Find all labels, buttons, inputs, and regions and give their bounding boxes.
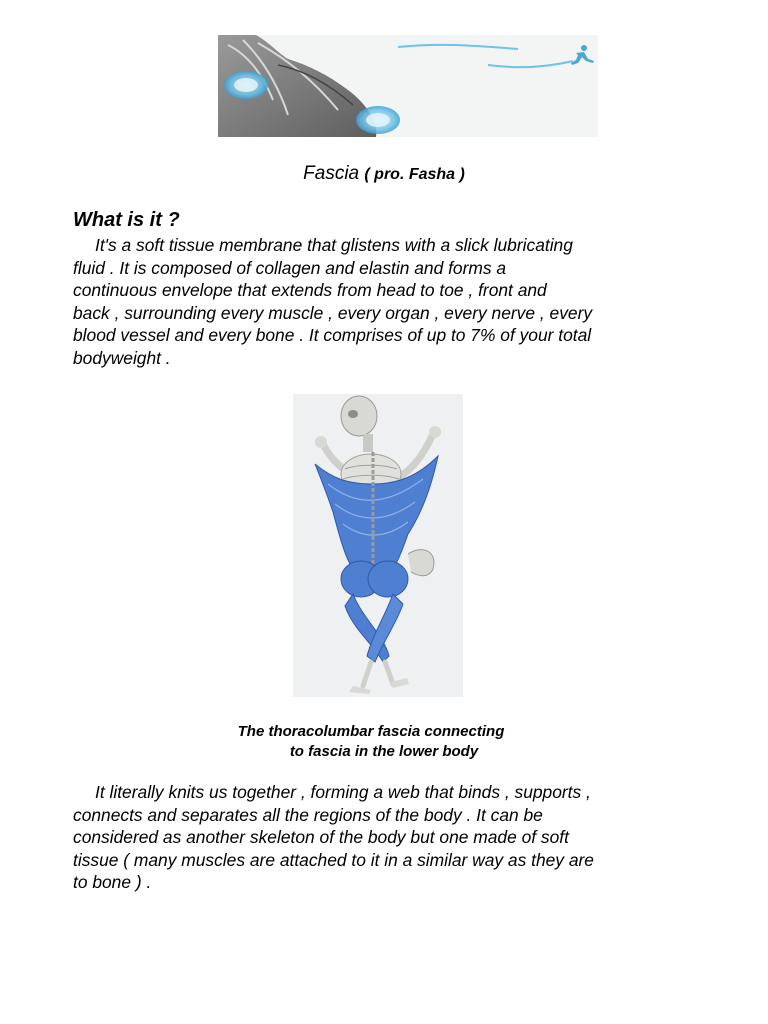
header-banner-image [218,35,598,137]
title-main: Fascia [303,163,360,184]
paragraph-line: considered as another skeleton of the body but one made of soft [73,827,569,848]
paragraph-line: fluid . It is composed of collagen and elastin and forms a [73,257,507,278]
paragraph-line: tissue ( many muscles are attached to it in a similar way as they are [73,849,594,870]
paragraph-line: connects and separates all the regions of the body . It can be [73,804,543,825]
paragraph-line: to bone ) . [73,872,152,893]
paragraph-line: bodyweight . [73,347,171,368]
definition-paragraph [73,234,713,370]
caption-line: The thoracolumbar fascia connecting [237,723,505,740]
shoulder-anatomy-illustration [218,35,598,137]
caption-line: to fascia in the lower body [289,743,479,760]
figure-caption [0,722,768,762]
paragraph-line: blood vessel and every bone . It comprises of up to 7% of your total [73,325,592,346]
paragraph-line: back , surrounding every muscle , every organ , every nerve , every [73,302,593,323]
section-heading: What is it ? [73,209,180,231]
title-pronunciation: ( pro. Fasha ) [364,166,465,183]
description-paragraph [73,781,713,894]
paragraph-line: It's a soft tissue membrane that glistens with a slick lubricating [95,235,573,255]
paragraph-line: continuous envelope that extends from head to toe , front and [73,280,547,301]
paragraph-line: It literally knits us together , forming a web that binds , supports , [95,782,591,802]
page-title [0,163,768,185]
runner-icon [571,45,594,65]
fascia-anatomy-illustration [293,394,463,697]
thoracolumbar-fascia-figure [293,394,463,697]
